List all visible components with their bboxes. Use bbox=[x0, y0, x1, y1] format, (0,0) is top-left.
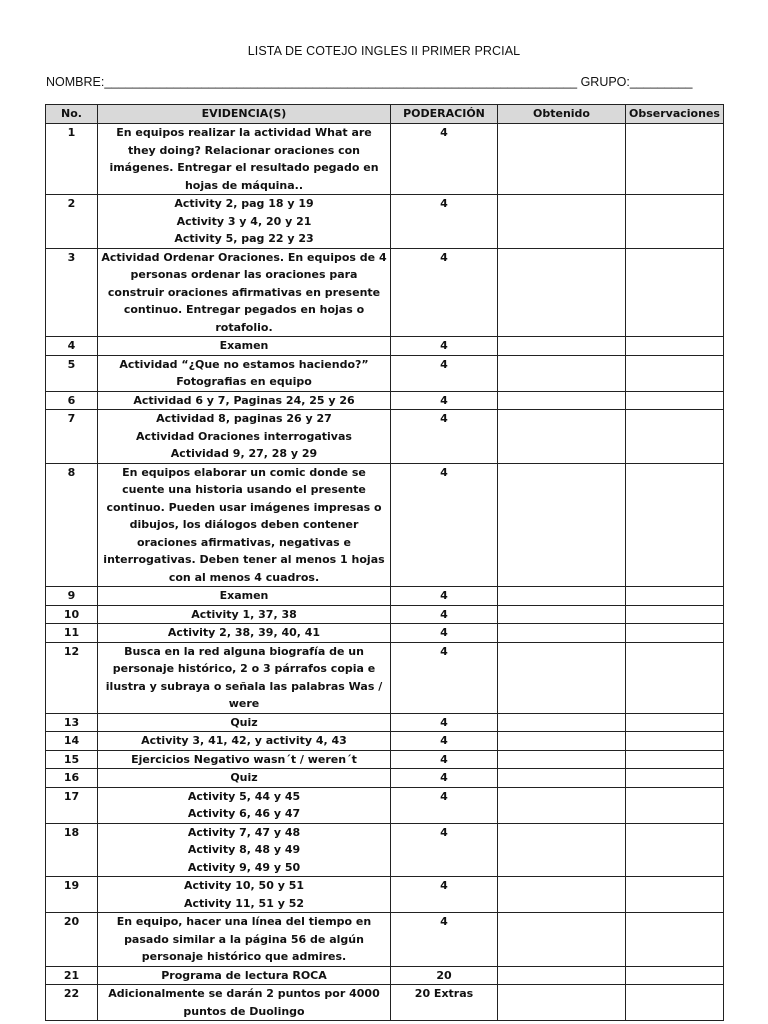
weight-cell: 4 bbox=[391, 391, 498, 410]
table-row bbox=[46, 355, 724, 391]
observations-cell[interactable] bbox=[626, 355, 724, 391]
row-number: 2 bbox=[46, 195, 98, 249]
row-number: 5 bbox=[46, 355, 98, 391]
evidence-cell: Actividad 6 y 7, Paginas 24, 25 y 26 bbox=[98, 391, 391, 410]
obtained-cell[interactable] bbox=[498, 410, 626, 464]
observations-cell[interactable] bbox=[626, 769, 724, 788]
header-observations: Observaciones bbox=[626, 105, 724, 124]
table-row bbox=[46, 787, 724, 823]
row-number: 6 bbox=[46, 391, 98, 410]
obtained-cell[interactable] bbox=[498, 337, 626, 356]
name-blank[interactable]: ____________________________________________________________________ bbox=[104, 75, 578, 89]
obtained-cell[interactable] bbox=[498, 966, 626, 985]
evidence-cell: En equipo, hacer una línea del tiempo en pasado similar a la página 56 de algún personaje histórico que admires. bbox=[98, 913, 391, 967]
observations-cell[interactable] bbox=[626, 463, 724, 587]
row-number: 17 bbox=[46, 787, 98, 823]
table-row bbox=[46, 605, 724, 624]
evidence-cell: Actividad “¿Que no estamos haciendo?” Fotografias en equipo bbox=[98, 355, 391, 391]
row-number: 8 bbox=[46, 463, 98, 587]
evidence-cell: Ejercicios Negativo wasn´t / weren´t bbox=[98, 750, 391, 769]
obtained-cell[interactable] bbox=[498, 750, 626, 769]
observations-cell[interactable] bbox=[626, 195, 724, 249]
table-row bbox=[46, 337, 724, 356]
obtained-cell[interactable] bbox=[498, 624, 626, 643]
weight-cell: 20 Extras bbox=[391, 985, 498, 1021]
weight-cell: 4 bbox=[391, 124, 498, 195]
table-row bbox=[46, 624, 724, 643]
observations-cell[interactable] bbox=[626, 713, 724, 732]
observations-cell[interactable] bbox=[626, 587, 724, 606]
evidence-cell: Activity 5, 44 y 45 Activity 6, 46 y 47 bbox=[98, 787, 391, 823]
weight-cell: 4 bbox=[391, 877, 498, 913]
evidence-cell: Programa de lectura ROCA bbox=[98, 966, 391, 985]
observations-cell[interactable] bbox=[626, 732, 724, 751]
table-row bbox=[46, 248, 724, 337]
observations-cell[interactable] bbox=[626, 877, 724, 913]
weight-cell: 4 bbox=[391, 769, 498, 788]
obtained-cell[interactable] bbox=[498, 732, 626, 751]
observations-cell[interactable] bbox=[626, 410, 724, 464]
table-row bbox=[46, 985, 724, 1021]
weight-cell: 4 bbox=[391, 913, 498, 967]
weight-cell: 4 bbox=[391, 624, 498, 643]
evidence-cell: Activity 1, 37, 38 bbox=[98, 605, 391, 624]
observations-cell[interactable] bbox=[626, 624, 724, 643]
weight-cell: 4 bbox=[391, 195, 498, 249]
row-number: 7 bbox=[46, 410, 98, 464]
table-row bbox=[46, 750, 724, 769]
observations-cell[interactable] bbox=[626, 605, 724, 624]
weight-cell: 4 bbox=[391, 713, 498, 732]
evidence-cell: En equipos realizar la actividad What are they doing? Relacionar oraciones con imágenes. Entregar el resultado pegado en hojas de máquina.. bbox=[98, 124, 391, 195]
row-number: 13 bbox=[46, 713, 98, 732]
evidence-cell: Actividad Ordenar Oraciones. En equipos de 4 personas ordenar las oraciones para construir oraciones afirmativas en presente continuo. Entregar pegados en hojas o rotafolio. bbox=[98, 248, 391, 337]
row-number: 10 bbox=[46, 605, 98, 624]
obtained-cell[interactable] bbox=[498, 713, 626, 732]
table-row bbox=[46, 410, 724, 464]
table-row bbox=[46, 195, 724, 249]
obtained-cell[interactable] bbox=[498, 124, 626, 195]
header-row bbox=[46, 105, 724, 124]
row-number: 22 bbox=[46, 985, 98, 1021]
table-row bbox=[46, 124, 724, 195]
observations-cell[interactable] bbox=[626, 248, 724, 337]
weight-cell: 4 bbox=[391, 355, 498, 391]
observations-cell[interactable] bbox=[626, 642, 724, 713]
row-number: 9 bbox=[46, 587, 98, 606]
weight-cell: 4 bbox=[391, 787, 498, 823]
obtained-cell[interactable] bbox=[498, 877, 626, 913]
table-row bbox=[46, 642, 724, 713]
table-row bbox=[46, 877, 724, 913]
evidence-cell: Actividad 8, paginas 26 y 27 Actividad Oraciones interrogativas Actividad 9, 27, 28 y 29 bbox=[98, 410, 391, 464]
observations-cell[interactable] bbox=[626, 337, 724, 356]
evidence-cell: Activity 10, 50 y 51 Activity 11, 51 y 52 bbox=[98, 877, 391, 913]
header-evidence: EVIDENCIA(S) bbox=[98, 105, 391, 124]
obtained-cell[interactable] bbox=[498, 587, 626, 606]
table-row bbox=[46, 463, 724, 587]
row-number: 15 bbox=[46, 750, 98, 769]
table-row bbox=[46, 391, 724, 410]
evidence-cell: Quiz bbox=[98, 713, 391, 732]
weight-cell: 4 bbox=[391, 605, 498, 624]
obtained-cell[interactable] bbox=[498, 787, 626, 823]
row-number: 11 bbox=[46, 624, 98, 643]
observations-cell[interactable] bbox=[626, 823, 724, 877]
obtained-cell[interactable] bbox=[498, 769, 626, 788]
weight-cell: 4 bbox=[391, 587, 498, 606]
group-blank[interactable]: _________ bbox=[629, 75, 693, 89]
row-number: 12 bbox=[46, 642, 98, 713]
table-row bbox=[46, 713, 724, 732]
obtained-cell[interactable] bbox=[498, 823, 626, 877]
evidence-cell: Busca en la red alguna biografía de un personaje histórico, 2 o 3 párrafos copia e ilustra y subraya o señala las palabras Was / were bbox=[98, 642, 391, 713]
evidence-cell: Quiz bbox=[98, 769, 391, 788]
row-number: 20 bbox=[46, 913, 98, 967]
observations-cell[interactable] bbox=[626, 750, 724, 769]
evidence-cell: Examen bbox=[98, 587, 391, 606]
table-row bbox=[46, 823, 724, 877]
table-header bbox=[46, 105, 724, 124]
table-row bbox=[46, 587, 724, 606]
weight-cell: 20 bbox=[391, 966, 498, 985]
weight-cell: 4 bbox=[391, 248, 498, 337]
observations-cell[interactable] bbox=[626, 966, 724, 985]
weight-cell: 4 bbox=[391, 823, 498, 877]
obtained-cell[interactable] bbox=[498, 391, 626, 410]
obtained-cell[interactable] bbox=[498, 913, 626, 967]
row-number: 21 bbox=[46, 966, 98, 985]
weight-cell: 4 bbox=[391, 642, 498, 713]
obtained-cell[interactable] bbox=[498, 642, 626, 713]
obtained-cell[interactable] bbox=[498, 985, 626, 1021]
table-row bbox=[46, 732, 724, 751]
row-number: 19 bbox=[46, 877, 98, 913]
evidence-cell: Activity 2, 38, 39, 40, 41 bbox=[98, 624, 391, 643]
header-weight: PODERACIÓN bbox=[391, 105, 498, 124]
checklist-table bbox=[45, 104, 724, 1021]
observations-cell[interactable] bbox=[626, 913, 724, 967]
table-row bbox=[46, 913, 724, 967]
row-number: 18 bbox=[46, 823, 98, 877]
evidence-cell: Activity 3, 41, 42, y activity 4, 43 bbox=[98, 732, 391, 751]
evidence-cell: Activity 2, pag 18 y 19 Activity 3 y 4, 20 y 21 Activity 5, pag 22 y 23 bbox=[98, 195, 391, 249]
document-title: LISTA DE COTEJO INGLES II PRIMER PRCIAL bbox=[247, 44, 521, 58]
evidence-cell: Examen bbox=[98, 337, 391, 356]
weight-cell: 4 bbox=[391, 337, 498, 356]
evidence-cell: En equipos elaborar un comic donde se cuente una historia usando el presente continuo. Pueden usar imágenes impresas o dibujos, los diálogos deben contener oraciones afirmativas, negativas e interrogativas. Deben tener al menos 1 hojas con al menos 4 cuadros. bbox=[98, 463, 391, 587]
weight-cell: 4 bbox=[391, 732, 498, 751]
table-body bbox=[46, 124, 724, 1021]
obtained-cell[interactable] bbox=[498, 195, 626, 249]
obtained-cell[interactable] bbox=[498, 355, 626, 391]
table-row bbox=[46, 769, 724, 788]
row-number: 1 bbox=[46, 124, 98, 195]
obtained-cell[interactable] bbox=[498, 605, 626, 624]
header-no: No. bbox=[46, 105, 98, 124]
weight-cell: 4 bbox=[391, 410, 498, 464]
observations-cell[interactable] bbox=[626, 124, 724, 195]
row-number: 16 bbox=[46, 769, 98, 788]
student-info-line bbox=[46, 75, 726, 89]
evidence-cell: Adicionalmente se darán 2 puntos por 4000 puntos de Duolingo bbox=[98, 985, 391, 1021]
observations-cell[interactable] bbox=[626, 985, 724, 1021]
header-obtained: Obtenido bbox=[498, 105, 626, 124]
obtained-cell[interactable] bbox=[498, 463, 626, 587]
obtained-cell[interactable] bbox=[498, 248, 626, 337]
observations-cell[interactable] bbox=[626, 787, 724, 823]
weight-cell: 4 bbox=[391, 463, 498, 587]
row-number: 14 bbox=[46, 732, 98, 751]
group-label: GRUPO: bbox=[580, 75, 630, 89]
weight-cell: 4 bbox=[391, 750, 498, 769]
name-label: NOMBRE: bbox=[46, 75, 105, 89]
table-row bbox=[46, 966, 724, 985]
observations-cell[interactable] bbox=[626, 391, 724, 410]
evidence-cell: Activity 7, 47 y 48 Activity 8, 48 y 49 Activity 9, 49 y 50 bbox=[98, 823, 391, 877]
row-number: 4 bbox=[46, 337, 98, 356]
row-number: 3 bbox=[46, 248, 98, 337]
